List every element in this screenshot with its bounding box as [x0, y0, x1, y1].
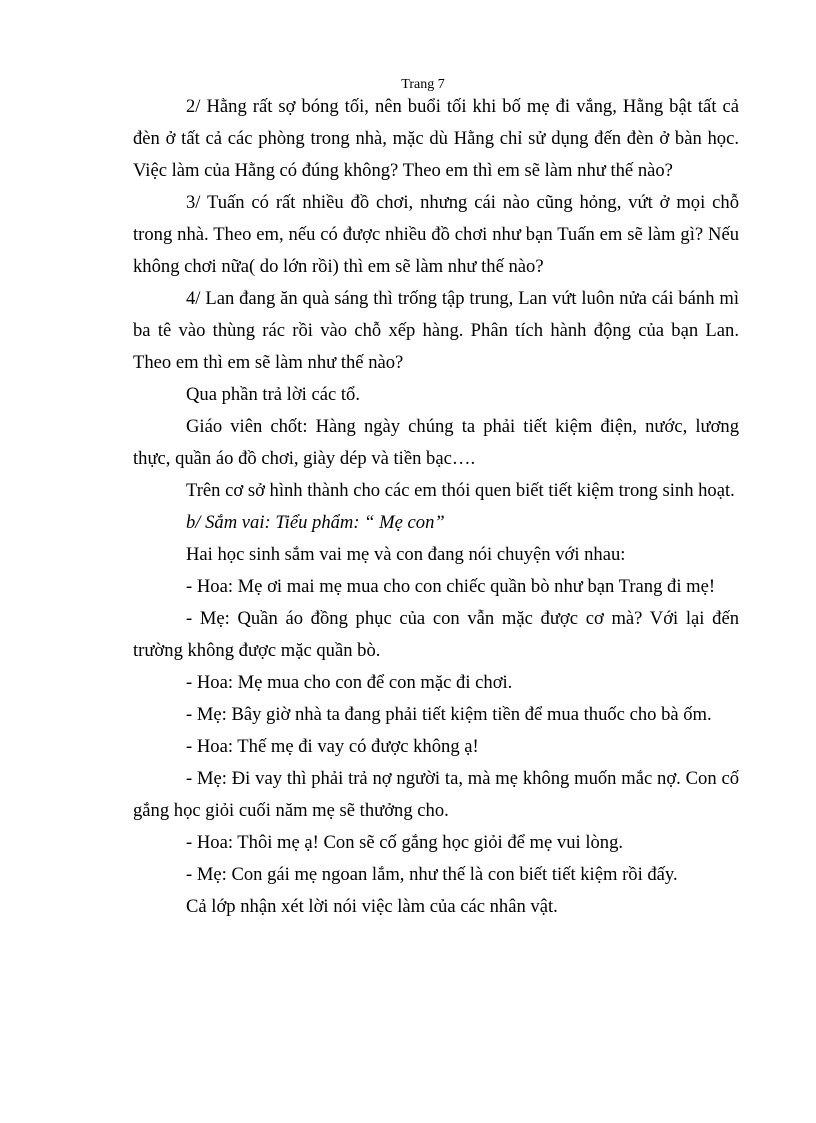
dialogue-line: - Hoa: Thôi mẹ ạ! Con sẽ cố gắng học giỏi để mẹ vui lòng. [186, 832, 624, 853]
section-heading-roleplay: b/ Sắm vai: Tiểu phẩm: “ Mẹ con” [186, 512, 445, 533]
page-number: Trang 7 [401, 77, 445, 92]
paragraph-habit-formation: Trên cơ sở hình thành cho các em thói quen biết tiết kiệm trong sinh hoạt. [186, 480, 735, 501]
dialogue-line: - Mẹ: Bây giờ nhà ta đang phải tiết kiệm tiền để mua thuốc cho bà ốm. [186, 704, 712, 725]
paragraph-question-4: 4/ Lan đang ăn quà sáng thì trống tập trung, Lan vứt luôn nửa cái bánh mì ba tê vào thùng rác rồi vào chỗ xếp hàng. Phân tích hành động của bạn Lan. Theo em thì em sẽ làm như thế nào? [133, 288, 739, 373]
dialogue-line: - Mẹ: Đi vay thì phải trả nợ người ta, mà mẹ không muốn mắc nợ. Con cố gắng học giỏi cuối năm mẹ sẽ thưởng cho. [133, 768, 739, 821]
dialogue-line: - Hoa: Mẹ ơi mai mẹ mua cho con chiếc quần bò như bạn Trang đi mẹ! [186, 576, 716, 597]
paragraph-class-review: Cả lớp nhận xét lời nói việc làm của các nhân vật. [186, 896, 558, 917]
dialogue-line: - Mẹ: Con gái mẹ ngoan lắm, như thế là con biết tiết kiệm rồi đấy. [186, 864, 678, 885]
paragraph-question-3: 3/ Tuấn có rất nhiều đồ chơi, nhưng cái nào cũng hỏng, vứt ở mọi chỗ trong nhà. Theo em, nếu có được nhiều đồ chơi như bạn Tuấn em sẽ làm gì? Nếu không chơi nữa( do lớn rồi) thì em sẽ làm như thế nào? [133, 192, 739, 277]
paragraph-teacher-summary: Giáo viên chốt: Hàng ngày chúng ta phải tiết kiệm điện, nước, lương thực, quần áo đồ chơi, giày dép và tiền bạc…. [133, 416, 739, 469]
paragraph-roleplay-intro: Hai học sinh sắm vai mẹ và con đang nói chuyện với nhau: [186, 544, 626, 565]
dialogue-line: - Hoa: Thế mẹ đi vay có được không ạ! [186, 736, 479, 757]
dialogue-line: - Mẹ: Quần áo đồng phục của con vẫn mặc được cơ mà? Với lại đến trường không được mặc quần bò. [133, 608, 739, 661]
document-body [133, 91, 739, 923]
paragraph-group-answers: Qua phần trả lời các tổ. [186, 384, 361, 405]
paragraph-question-2: 2/ Hằng rất sợ bóng tối, nên buổi tối khi bố mẹ đi vắng, Hằng bật tất cả đèn ở tất cả các phòng trong nhà, mặc dù Hằng chỉ sử dụng đến đèn ở bàn học. Việc làm của Hằng có đúng không? Theo em thì em sẽ làm như thế nào? [133, 96, 739, 181]
dialogue-line: - Hoa: Mẹ mua cho con để con mặc đi chơi. [186, 672, 513, 693]
